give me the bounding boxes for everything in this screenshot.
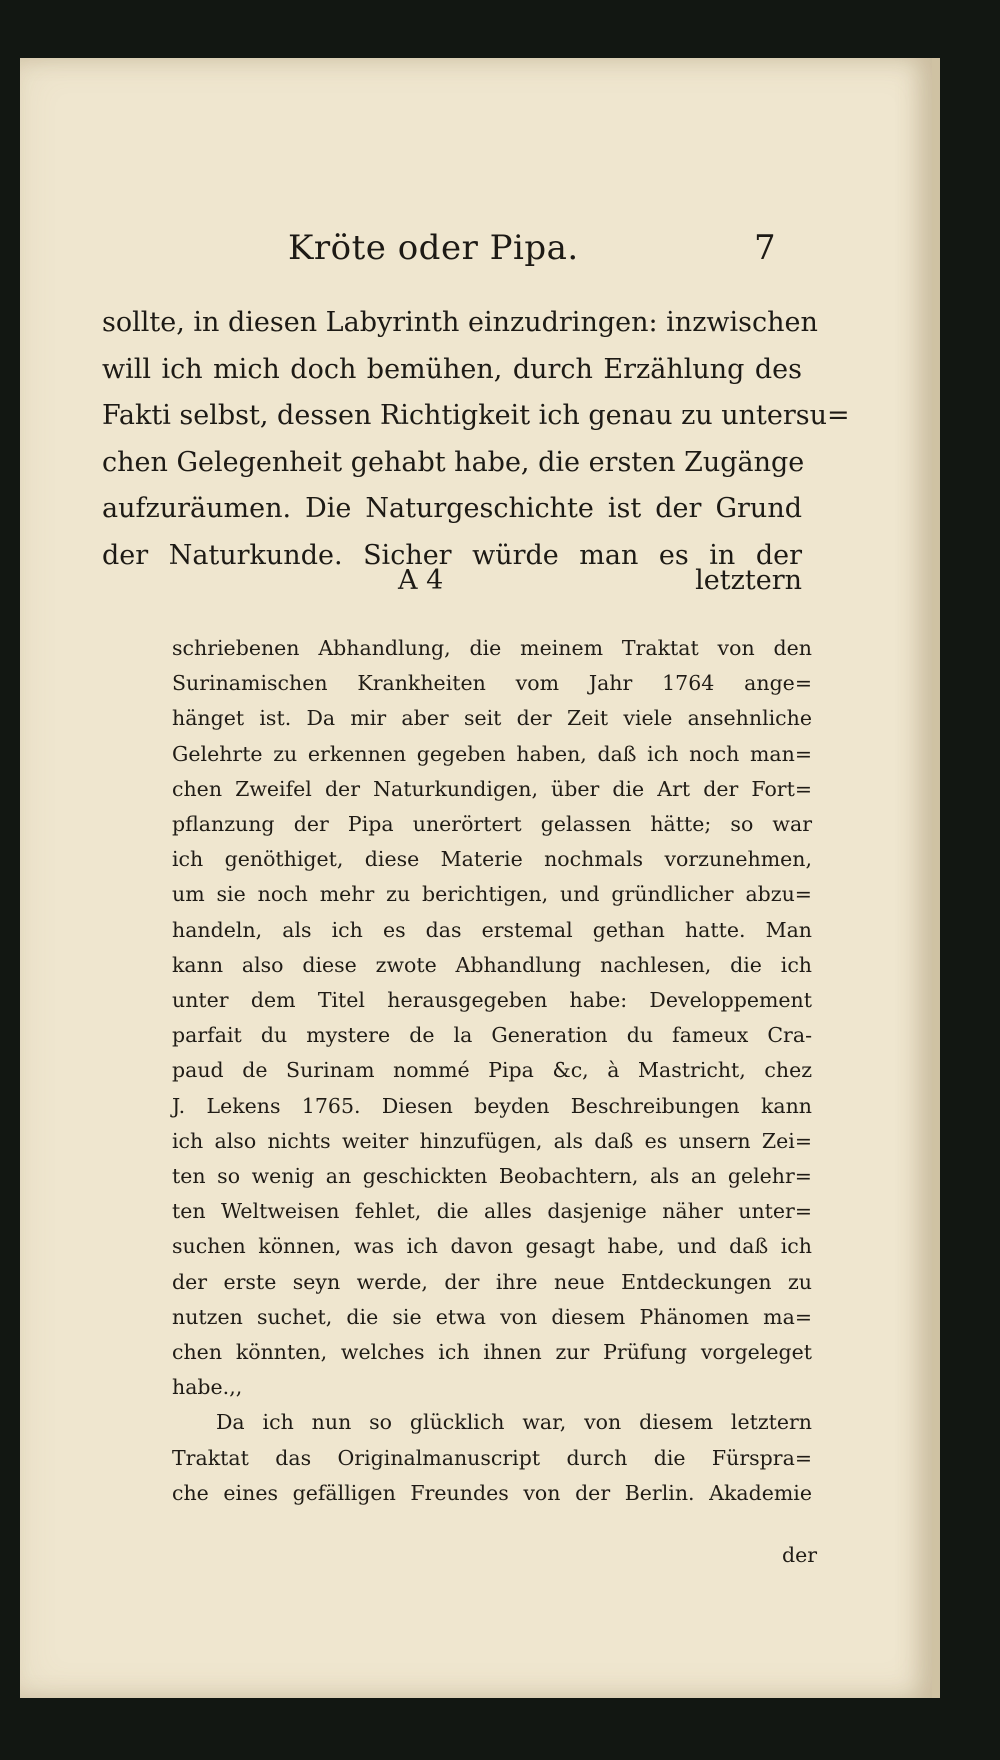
page-number: 7 — [754, 228, 776, 268]
text-line: sollte, in diesen Labyrinth einzudringen: inzwischen — [102, 307, 818, 338]
footnote-line: Da ich nun so glücklich war, von diesem letztern — [216, 1410, 812, 1435]
footnote-line: paud de Surinam nommé Pipa &c, à Mastricht, chez — [172, 1058, 812, 1083]
footnote-line: pflanzung der Pipa unerörtert gelassen hätte; so war — [172, 812, 812, 837]
footnote-line: ten so wenig an geschickten Beobachtern, als an gelehr= — [172, 1164, 812, 1189]
footnote-line: ich genöthiget, diese Materie nochmals vorzunehmen, — [172, 847, 812, 872]
footnote-line: Surinamischen Krankheiten vom Jahr 1764 ange= — [172, 671, 812, 696]
footnote-line: chen könnten, welches ich ihnen zur Prüfung vorgeleget — [172, 1340, 812, 1365]
footnote-line: Traktat das Originalmanuscript durch die Fürspra= — [172, 1445, 812, 1470]
text-line: der Naturkunde. Sicher würde man es in der — [102, 539, 802, 571]
main-text — [102, 300, 850, 579]
page-header — [20, 228, 932, 272]
footnote-line: chen Zweifel der Naturkundigen, über die Art der Fort= — [172, 776, 812, 801]
footnote-line: um sie noch mehr zu berichtigen, und gründlicher abzu= — [172, 882, 812, 907]
footnote-line: nutzen suchet, die sie etwa von diesem Phänomen ma= — [172, 1304, 812, 1329]
footnote-line: kann also diese zwote Abhandlung nachlesen, die ich — [172, 952, 812, 977]
footnote-line: suchen können, was ich davon gesagt habe, und daß ich — [172, 1234, 812, 1259]
signature-row — [102, 565, 802, 607]
footnote-line: handeln, als ich es das erstemal gethan hatte. Man — [172, 917, 812, 942]
footnote-catchword: der — [782, 1543, 818, 1567]
text-line: aufzuräumen. Die Naturgeschichte ist der Grund — [102, 493, 802, 524]
footnote-line: ich also nichts weiter hinzufügen, als daß es unsern Zei= — [172, 1128, 812, 1153]
footnote-line: habe.,, — [172, 1375, 243, 1400]
footnote-line: ten Weltweisen fehlet, die alles dasjenige näher unter= — [172, 1199, 812, 1224]
footnote-line: Gelehrte zu erkennen gegeben haben, daß ich noch man= — [172, 741, 812, 766]
footnote-text — [172, 631, 812, 1511]
footnote-line: J. Lekens 1765. Diesen beyden Beschreibungen kann — [172, 1093, 812, 1118]
text-line: chen Gelegenheit gehabt habe, die ersten Zugänge — [102, 446, 805, 478]
book-page — [20, 58, 940, 1698]
catchword: letztern — [695, 565, 802, 596]
footnote-line: der erste seyn werde, der ihre neue Entdeckungen zu — [172, 1269, 812, 1294]
footnote-line: hänget ist. Da mir aber seit der Zeit viele ansehnliche — [172, 706, 812, 731]
text-line: will ich mich doch bemühen, durch Erzählung des — [102, 353, 802, 385]
footnote-line: parfait du mystere de la Generation du fameux Cra- — [172, 1023, 812, 1048]
footnote-line: che eines gefälligen Freundes von der Berlin. Akademie — [172, 1480, 812, 1505]
running-title: Kröte oder Pipa. — [288, 228, 579, 268]
signature-mark: A 4 — [398, 565, 444, 596]
text-line: Fakti selbst, dessen Richtigkeit ich genau zu untersu= — [102, 400, 850, 431]
footnote-line: schriebenen Abhandlung, die meinem Traktat von den — [172, 636, 812, 660]
footnote-line: unter dem Titel herausgegeben habe: Developpement — [172, 988, 812, 1013]
